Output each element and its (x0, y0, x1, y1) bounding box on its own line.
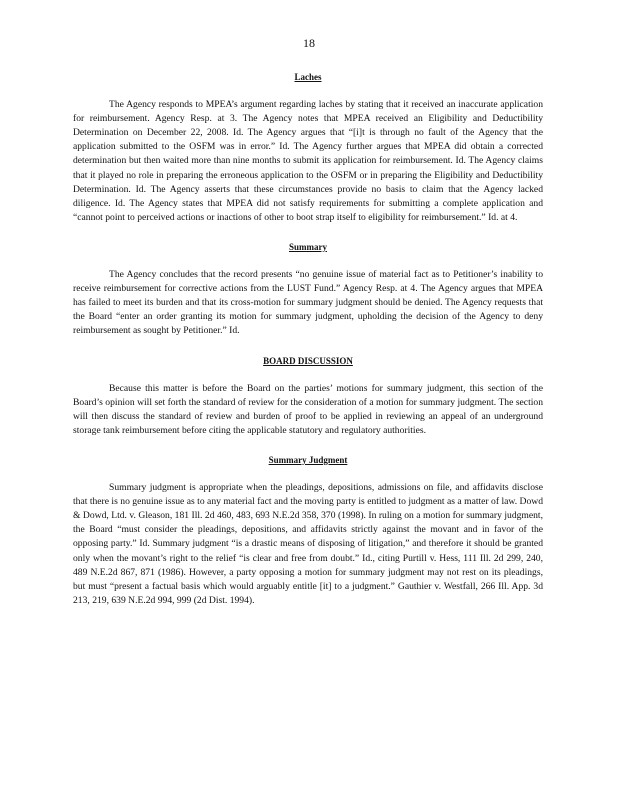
section-summary-judgment (73, 453, 543, 608)
document-body (73, 70, 543, 608)
section-heading (73, 240, 543, 254)
paragraph: The Agency responds to MPEA’s argument regarding laches by stating that it received an inaccurate application for reimbursement. Agency Resp. at 3. The Agency notes that MPEA received an Eligibility and Deductibility Determination on December 22, 2008. Id. The Agency argues that “[i]t is through no fault of the Agency that the application submitted to the OSFM was in error.” Id. The Agency further argues that MPEA did obtain a corrected determination but then waited more than nine months to submit its application for reimbursement. Id. The Agency claims that it played no role in preparing the erroneous application to the OSFM or in preparing the Eligibility and Deductibility Determination. Id. The Agency asserts that these circumstances provide no basis to claim that the Agency lacked diligence. Id. The Agency states that MPEA did not satisfy requirements for submitting a complete application and “cannot point to perceived actions or inactions of other to boot strap itself to eligibility for reimbursement.” Id. at 4. (73, 99, 543, 223)
section-heading (73, 354, 543, 368)
section-heading-text: Summary (289, 241, 327, 252)
page-number: 18 (303, 36, 315, 50)
section-laches (73, 70, 543, 240)
section-board-discussion (73, 354, 543, 453)
section-heading-text: Laches (294, 72, 322, 82)
section-summary (73, 240, 543, 354)
section-heading-text: BOARD DISCUSSION (263, 355, 353, 366)
section-heading (73, 70, 543, 84)
section-heading (73, 453, 543, 467)
section-heading-text: Summary Judgment (268, 454, 348, 465)
paragraph: Summary judgment is appropriate when the pleadings, depositions, admissions on file, and affidavits disclose that there is no genuine issue as to any material fact and the moving party is entitled to judgment as a matter of law. Dowd & Dowd, Ltd. v. Gleason, 181 Ill. 2d 460, 483, 693 N.E.2d 358, 370 (1998). In ruling on a motion for summary judgment, the Board “must consider the pleadings, depositions, and affidavits strictly against the movant and in favor of the opposing party.” Id. Summary judgment “is a drastic means of disposing of litigation,” and therefore it should be granted only when the movant’s right to the relief “is clear and free from doubt.” Id., citing Purtill v. Hess, 111 Ill. 2d 299, 240, 489 N.E.2d 867, 871 (1986). However, a party opposing a motion for summary judgment may not rest on its pleadings, but must “present a factual basis which would arguably entitle [it] to a judgment.” Gauthier v. Westfall, 266 Ill. App. 3d 213, 219, 639 N.E.2d 994, 999 (2d Dist. 1994). (73, 482, 543, 606)
paragraph: The Agency concludes that the record presents “no genuine issue of material fact as to Petitioner’s inability to receive reimbursement for corrective actions from the LUST Fund.” Agency Resp. at 4. The Agency argues that MPEA has failed to meet its burden and that its cross-motion for summary judgment should be denied. The Agency requests that the Board “enter an order granting its motion for summary judgment, upholding the decision of the Agency to deny reimbursement as sought by Petitioner.” Id. (73, 269, 543, 337)
paragraph: Because this matter is before the Board on the parties’ motions for summary judgment, this section of the Board’s opinion will set forth the standard of review for the consideration of a motion for summary judgment. The section will then discuss the standard of review and burden of proof to be applied in reviewing an appeal of an underground storage tank reimbursement before citing the applicable statutory and regulatory authorities. (73, 382, 543, 436)
